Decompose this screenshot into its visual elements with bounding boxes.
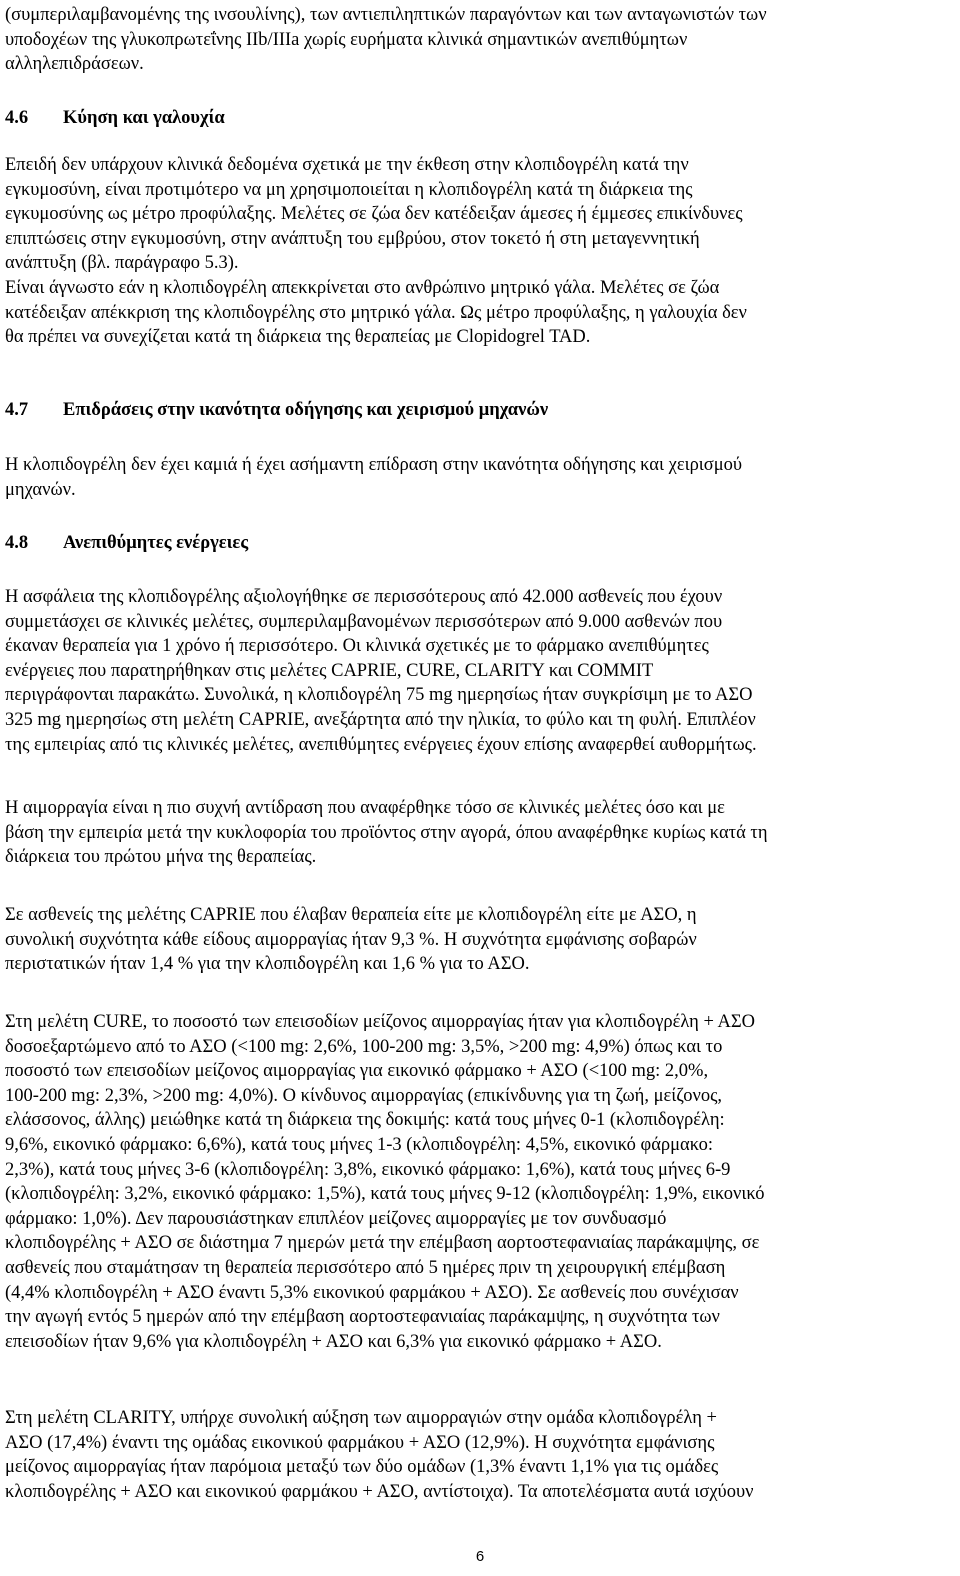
text-line: επεισοδίων ήταν 9,6% για κλοπιδογρέλη + ΑΣΟ και 6,3% για εικονικό φάρμακο + ΑΣΟ. <box>5 1331 662 1352</box>
text-line: ποσοστό των επεισοδίων μείζονος αιμορραγίας για εικονικό φάρμακο + ΑΣΟ (<100 mg: 2,0%, <box>5 1061 709 1082</box>
text-line: (4,4% κλοπιδογρέλη + ΑΣΟ έναντι 5,3% εικονικού φαρμάκου + ΑΣΟ). Σε ασθενείς που συνέχισαν <box>5 1282 739 1303</box>
text-line: συμμετάσχει σε κλινικές μελέτες, συμπεριλαμβανομένων περισσότερων από 9.000 ασθενών που <box>5 611 723 632</box>
text-line: ανάπτυξη (βλ. παράγραφο 5.3). <box>5 253 239 274</box>
section-number: 4.8 <box>5 533 29 553</box>
text-line: συνολική συχνότητα κάθε είδους αιμορραγίας ήταν 9,3 %. Η συχνότητα εμφάνισης σοβαρών <box>5 929 697 950</box>
text-line: της εμπειρίας από τις κλινικές μελέτες, ανεπιθύμητες ενέργειες έχουν επίσης αναφερθεί αυθορμήτως. <box>5 734 757 755</box>
adverse-effects-paragraph-1 <box>5 585 757 757</box>
text-line: εγκυμοσύνης ως μέτρο προφύλαξης. Μελέτες σε ζώα δεν κατέδειξαν άμεσες ή έμμεσες επικίνδυνες <box>5 204 743 225</box>
text-line: έκαναν θεραπεία για 1 χρόνο ή περισσότερο. Οι κλινικά σχετικές με το φάρμακο ανεπιθύμητες <box>5 636 709 657</box>
text-line: βάση την εμπειρία μετά την κυκλοφορία του προϊόντος στην αγορά, όπου αναφέρθηκε κυρίως κατά τη <box>5 822 768 843</box>
text-line: 9,6%, εικονικό φάρμακο: 6,6%), κατά τους μήνες 1-3 (κλοπιδογρέλη: 4,5%, εικονικό φάρμακο: <box>5 1134 714 1155</box>
section-heading-4-7 <box>5 398 548 423</box>
text-line: μηχανών. <box>5 479 76 500</box>
section-number: 4.7 <box>5 400 29 420</box>
text-line: (κλοπιδογρέλη: 3,2%, εικονικό φάρμακο: 1,5%), κατά τους μήνες 9-12 (κλοπιδογρέλη: 1,9%, εικονικό <box>5 1184 765 1205</box>
text-line: Είναι άγνωστο εάν η κλοπιδογρέλη απεκκρίνεται στο ανθρώπινο μητρικό γάλα. Μελέτες σε ζώα <box>5 278 720 298</box>
text-line: 2,3%), κατά τους μήνες 3-6 (κλοπιδογρέλη: 3,8%, εικονικό φάρμακο: 1,6%), κατά τους μήνες 6-9 <box>5 1159 731 1180</box>
text-line: περιγράφονται παρακάτω. Συνολικά, η κλοπιδογρέλη 75 mg ημερησίως ήταν συγκρίσιμη με το ΑΣΟ <box>5 685 753 706</box>
section-title: Επιδράσεις στην ικανότητα οδήγησης και χειρισμού μηχανών <box>63 400 549 420</box>
text-line: ΑΣΟ (17,4%) έναντι της ομάδας εικονικού φαρμάκου + ΑΣΟ (12,9%). Η συχνότητα εμφάνισης <box>5 1432 715 1453</box>
text-line: την αγωγή εντός 5 ημερών από την επέμβαση αορτοστεφανιαίας παράκαμψης, η συχνότητα των <box>5 1307 720 1328</box>
text-line: ενέργειες που παρατηρήθηκαν στις μελέτες CAPRIE, CURE, CLARITY και COMMIT <box>5 660 654 681</box>
text-line: Η κλοπιδογρέλη δεν έχει καμιά ή έχει ασήμαντη επίδραση στην ικανότητα οδήγησης και χειρισμού <box>5 455 743 475</box>
text-line: περιστατικών ήταν 1,4 % για την κλοπιδογρέλη και 1,6 % για το ΑΣΟ. <box>5 954 530 975</box>
adverse-effects-paragraph-3 <box>5 903 697 977</box>
text-line: Η ασφάλεια της κλοπιδογρέλης αξιολογήθηκε σε περισσότερους από 42.000 ασθενείς που έχουν <box>5 587 723 607</box>
text-line: διάρκεια του πρώτου μήνα της θεραπείας. <box>5 847 317 868</box>
section-heading-4-8 <box>5 531 248 556</box>
text-line: εγκυμοσύνη, είναι προτιμότερο να μη χρησιμοποιείται η κλοπιδογρέλη κατά τη διάρκεια της <box>5 179 693 200</box>
page-number: 6 <box>475 1548 485 1565</box>
text-line: 325 mg ημερησίως στη μελέτη CAPRIE, ανεξάρτητα από την ηλικία, το φύλο και τη φυλή. Επιπλέον <box>5 709 756 730</box>
text-line: υποδοχέων της γλυκοπρωτεΐνης IIb/IIIa χωρίς ευρήματα κλινικά σημαντικών ανεπιθύμητων <box>5 29 688 50</box>
text-line: φάρμακο: 1,0%). Δεν παρουσιάστηκαν επιπλέον μείζονες αιμορραγίες με τον συνδυασμό <box>5 1208 667 1229</box>
text-line: Σε ασθενείς της μελέτης CAPRIE που έλαβαν θεραπεία είτε με κλοπιδογρέλη είτε με ΑΣΟ, η <box>5 905 697 925</box>
text-line: επιπτώσεις στην εγκυμοσύνη, στην ανάπτυξη του εμβρύου, στον τοκετό ή στη μεταγεννητική <box>5 228 700 249</box>
section-title: Κύηση και γαλουχία <box>63 108 225 128</box>
text-line: κλοπιδογρέλης + ΑΣΟ σε διάστημα 7 ημερών μετά την επέμβαση αορτοστεφανιαίας παράκαμψης, σε <box>5 1233 760 1254</box>
text-line: αλληλεπιδράσεων. <box>5 54 144 75</box>
text-line: Επειδή δεν υπάρχουν κλινικά δεδομένα σχετικά με την έκθεση στην κλοπιδογρέλη κατά την <box>5 155 689 175</box>
text-line: μείζονος αιμορραγίας ήταν παρόμοια μεταξύ των δύο ομάδων (1,3% έναντι 1,1% για τις ομάδες <box>5 1457 719 1478</box>
text-line: ελάσσονος, άλλης) μειώθηκε κατά τη διάρκεια της δοκιμής: κατά τους μήνες 0-1 (κλοπιδογρέλη: <box>5 1110 725 1131</box>
section-number: 4.6 <box>5 108 29 128</box>
adverse-effects-paragraph-2 <box>5 796 768 870</box>
text-line: ασθενείς που σταμάτησαν τη θεραπεία περισσότερο από 5 ημέρες πριν τη χειρουργική επέμβαση <box>5 1257 726 1278</box>
text-line: θα πρέπει να συνεχίζεται κατά τη διάρκεια της θεραπείας με Clopidogrel TAD. <box>5 327 591 348</box>
text-line: δοσοεξαρτώμενο από το ΑΣΟ (<100 mg: 2,6%, 100-200 mg: 3,5%, >200 mg: 4,9%) όπως και το <box>5 1036 723 1057</box>
text-line: κατέδειξαν απέκκριση της κλοπιδογρέλης στο μητρικό γάλα. Ως μέτρο προφύλαξης, η γαλουχία δεν <box>5 302 747 323</box>
driving-paragraph <box>5 453 742 502</box>
adverse-effects-paragraph-4 <box>5 1010 765 1354</box>
text-line: (συμπεριλαμβανομένης της ινσουλίνης), των αντιεπιληπτικών παραγόντων και των ανταγωνιστών των <box>5 5 767 25</box>
adverse-effects-paragraph-5 <box>5 1406 753 1504</box>
text-line: Στη μελέτη CURE, το ποσοστό των επεισοδίων μείζονος αιμορραγίας ήταν για κλοπιδογρέλη + ΑΣΟ <box>5 1012 755 1032</box>
text-line: κλοπιδογρέλης + ΑΣΟ και εικονικού φαρμάκου + ΑΣΟ, αντίστοιχα). Τα αποτελέσματα αυτά ισχύουν <box>5 1481 754 1502</box>
text-line: Η αιμορραγία είναι η πιο συχνή αντίδραση που αναφέρθηκε τόσο σε κλινικές μελέτες όσο και με <box>5 798 725 818</box>
text-line: Στη μελέτη CLARITY, υπήρχε συνολική αύξηση των αιμορραγιών στην ομάδα κλοπιδογρέλη + <box>5 1408 717 1428</box>
lactation-paragraph <box>5 276 747 350</box>
text-line: 100-200 mg: 2,3%, >200 mg: 4,0%). Ο κίνδυνος αιμορραγίας (επικίνδυνης για τη ζωή, μείζονος, <box>5 1085 723 1106</box>
intro-paragraph <box>5 3 767 77</box>
section-title: Ανεπιθύμητες ενέργειες <box>63 533 249 553</box>
pregnancy-paragraph <box>5 153 743 276</box>
section-heading-4-6 <box>5 106 225 131</box>
